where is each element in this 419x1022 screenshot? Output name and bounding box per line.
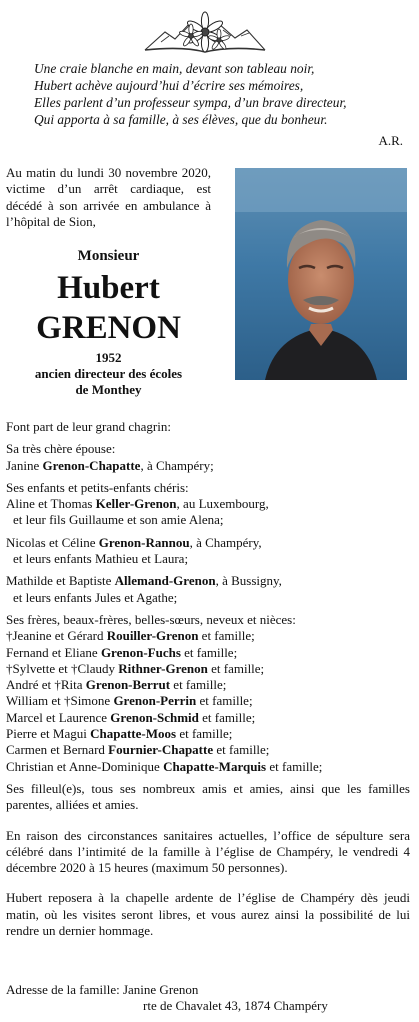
child-line	[6, 535, 410, 551]
deceased-birth-year: 1952	[95, 350, 122, 365]
family-name: Grenon-Chapatte	[42, 457, 141, 473]
text: , au Luxembourg,	[176, 496, 269, 512]
memorial-poem	[34, 60, 347, 128]
children-section	[6, 535, 410, 568]
sibling-line	[6, 710, 410, 726]
family-name: Grenon-Berrut	[85, 677, 171, 693]
family-name: Grenon-Schmid	[110, 709, 199, 725]
poem-signature: A.R.	[378, 133, 403, 148]
text: †Jeanine et Gérard	[6, 628, 107, 644]
family-announcement	[6, 419, 410, 945]
role-line: de Monthey	[75, 381, 142, 397]
children-section	[6, 573, 410, 606]
deceased-last-name: GRENON	[36, 310, 181, 346]
siblings-heading: Ses frères, beaux-frères, belles-sœurs, neveux et nièces:	[6, 611, 296, 627]
sibling-line	[6, 742, 410, 758]
poem-line: Hubert achève aujourd’hui d’écrire ses mémoires,	[34, 78, 304, 93]
family-name: Allemand-Grenon	[114, 573, 216, 589]
text: Mathilde et Baptiste	[6, 573, 115, 589]
child-line-continued: et leurs enfants Mathieu et Laura;	[13, 551, 189, 567]
spouse-section	[6, 441, 410, 474]
children-section	[6, 480, 410, 529]
text: et famille;	[266, 758, 323, 774]
text: , à Bussigny,	[215, 573, 282, 589]
family-name: Rithner-Grenon	[118, 660, 208, 676]
text: Janine	[6, 457, 43, 473]
family-name: Fournier-Chapatte	[108, 742, 214, 758]
family-name: Keller-Grenon	[95, 496, 177, 512]
deceased-title: Monsieur	[77, 248, 140, 264]
text: , à Champéry;	[140, 457, 214, 473]
text: Christian et Anne-Dominique	[6, 758, 164, 774]
text: Aline et Thomas	[6, 496, 96, 512]
family-name: Chapatte-Marquis	[163, 758, 267, 774]
child-line	[6, 573, 410, 589]
address-name: Janine Grenon	[122, 982, 199, 997]
text: et famille;	[180, 644, 238, 660]
address-label: Adresse de la famille:	[6, 982, 123, 997]
sibling-line	[6, 628, 410, 644]
address-street: rte de Chavalet 43, 1874 Champéry	[143, 998, 328, 1014]
family-name: Grenon-Perrin	[113, 693, 197, 709]
portrait-photo	[235, 168, 407, 380]
text: et famille;	[170, 677, 227, 693]
text: et famille;	[198, 709, 256, 725]
children-heading: Ses enfants et petits-enfants chéris:	[6, 479, 189, 495]
text: , à Champéry,	[189, 534, 262, 550]
text: †Sylvette et †Claudy	[6, 660, 119, 676]
text: Fernand et Eliane	[6, 644, 101, 660]
poem-line: Une craie blanche en main, devant son tableau noir,	[34, 61, 315, 76]
family-name: Grenon-Fuchs	[100, 644, 181, 660]
sibling-line	[6, 645, 410, 661]
family-name: Grenon-Rannou	[98, 534, 190, 550]
edelweiss-mountain-emblem	[143, 6, 267, 58]
poem-line: Elles parlent d’un professeur sympa, d’un brave directeur,	[34, 95, 347, 110]
text: Pierre et Magui	[6, 726, 91, 742]
sibling-line	[6, 661, 410, 677]
sibling-line	[6, 759, 410, 775]
siblings-section	[6, 612, 410, 775]
intro-text: Au matin du lundi 30 novembre 2020, victime d’un arrêt cardiaque, est décédé à son arrivée en ambulance à l’hôpital de Sion,	[6, 165, 211, 230]
poem-line: Qui apporta à sa famille, à ses élèves, que du bonheur.	[34, 112, 328, 127]
family-name: Chapatte-Moos	[90, 726, 177, 742]
text: et famille;	[198, 628, 255, 644]
text: Nicolas et Céline	[6, 534, 99, 550]
role-line: ancien directeur des écoles	[34, 366, 183, 381]
sibling-line	[6, 693, 410, 709]
sibling-line	[6, 677, 410, 693]
announcement-line: Font part de leur grand chagrin:	[6, 419, 171, 434]
deceased-role	[6, 366, 211, 397]
sibling-line	[6, 726, 410, 742]
spouse-line	[6, 458, 410, 474]
text: Marcel et Laurence	[6, 709, 111, 725]
text: William et †Simone	[6, 693, 114, 709]
family-address	[6, 982, 410, 1015]
godchildren-paragraph: Ses filleul(e)s, tous ses nombreux amis et amies, ainsi que les familles parentes, alliées et amies.	[6, 780, 410, 813]
ceremony-paragraph: En raison des circonstances sanitaires actuelles, l’office de sépulture sera célébré dans l’intimité de la famille à l’église de Champéry, le vendredi 4 décembre 2020 à 15 heures (maximum 50 personnes).	[6, 827, 410, 876]
child-line	[6, 496, 410, 512]
chapel-paragraph: Hubert reposera à la chapelle ardente de l’église de Champéry dès jeudi matin, où les visites seront libres, et vous aurez ainsi la possibilité de lui rendre un dernier hommage.	[6, 890, 410, 939]
child-line-continued: et leur fils Guillaume et son amie Alena;	[13, 512, 224, 528]
family-name: Rouiller-Grenon	[106, 628, 199, 644]
deceased-first-name: Hubert	[57, 270, 160, 306]
text: et famille;	[176, 726, 233, 742]
text: Carmen et Bernard	[6, 742, 109, 758]
text: et famille;	[207, 660, 265, 676]
text: et famille;	[196, 693, 253, 709]
child-line-continued: et leurs enfants Jules et Agathe;	[13, 589, 178, 605]
spouse-heading: Sa très chère épouse:	[6, 441, 116, 457]
text: André et †Rita	[6, 677, 86, 693]
text: et famille;	[213, 742, 270, 758]
